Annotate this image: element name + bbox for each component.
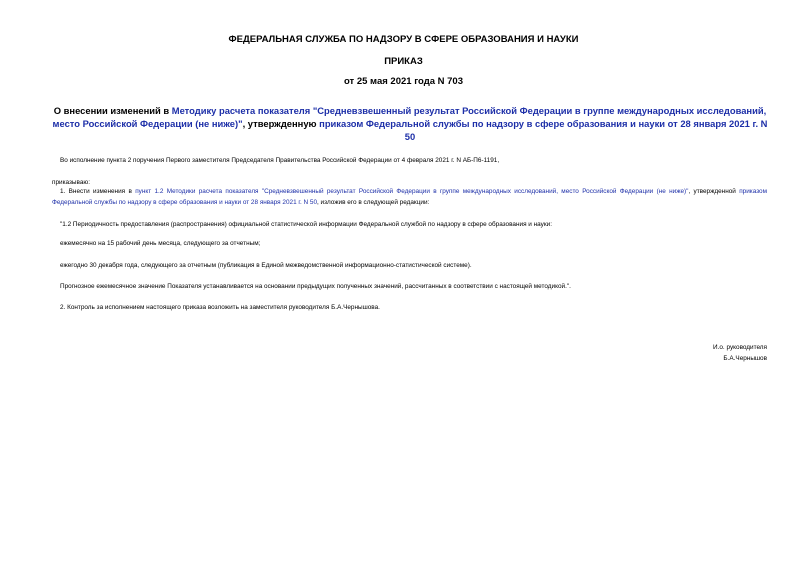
item1-methodology-link[interactable]: пункт 1.2 Методики расчета показателя "Средневзвешенный результат Российской Федерации в группе международных исследований, место Российской Федерации (не ниже)" bbox=[135, 188, 689, 195]
subject-prefix: О внесении изменений в bbox=[53, 105, 172, 116]
signature-name: Б.А.Чернышов bbox=[723, 355, 767, 362]
item1-suffix: , изложив его в следующей редакции: bbox=[317, 199, 430, 206]
order-50-link[interactable]: приказом Федеральной службы по надзору в сфере образования и науки от 28 января 2021 г. N 50 bbox=[319, 118, 768, 142]
agency-title: ФЕДЕРАЛЬНАЯ СЛУЖБА ПО НАДЗОРУ В СФЕРЕ ОБРАЗОВАНИЯ И НАУКИ bbox=[228, 34, 579, 45]
subject-middle: , утвержденную bbox=[242, 118, 320, 129]
intro-paragraph: Во исполнение пункта 2 поручения Первого заместителя Председателя Правительства Российской Федерации от 4 февраля 2021 г. N АБ-П6-1191, bbox=[60, 157, 500, 164]
document-subject bbox=[50, 104, 770, 143]
item1-prefix: 1. Внести изменения в bbox=[60, 188, 136, 195]
document-date-number: от 25 мая 2021 года N 703 bbox=[343, 76, 464, 87]
monthly-paragraph: ежемесячно на 15 рабочий день месяца, следующего за отчетным; bbox=[60, 240, 261, 247]
document-type: ПРИКАЗ bbox=[384, 56, 423, 67]
item-2-paragraph: 2. Контроль за исполнением настоящего приказа возложить на заместителя руководителя Б.А.Чернышова. bbox=[60, 304, 380, 311]
item-1-paragraph bbox=[52, 186, 767, 208]
quote-paragraph: "1.2 Периодичность предоставления (распространения) официальной статистической информации Федеральной службой по надзору в сфере образования и науки: bbox=[60, 221, 552, 228]
item1-order-link[interactable]: приказом Федеральной службы по надзору в сфере образования и науки от 28 января 2021 г. N 50 bbox=[52, 188, 767, 206]
signature-position: И.о. руководителя bbox=[713, 344, 767, 351]
methodology-link[interactable]: Методику расчета показателя "Средневзвешенный результат Российской Федерации в группе международных исследований, место Российской Федерации (не ниже)" bbox=[52, 105, 767, 129]
yearly-paragraph: ежегодно 30 декабря года, следующего за отчетным (публикация в Единой межведомственной информационно-статистической системе). bbox=[60, 262, 472, 269]
ordered-paragraph: приказываю: bbox=[52, 179, 90, 186]
item1-mid: , утвержденной bbox=[688, 188, 740, 195]
forecast-paragraph: Прогнозное ежемесячное значение Показателя устанавливается на основании предыдущих полученных значений, рассчитанных в соответствии с настоящей методикой.". bbox=[60, 283, 571, 290]
